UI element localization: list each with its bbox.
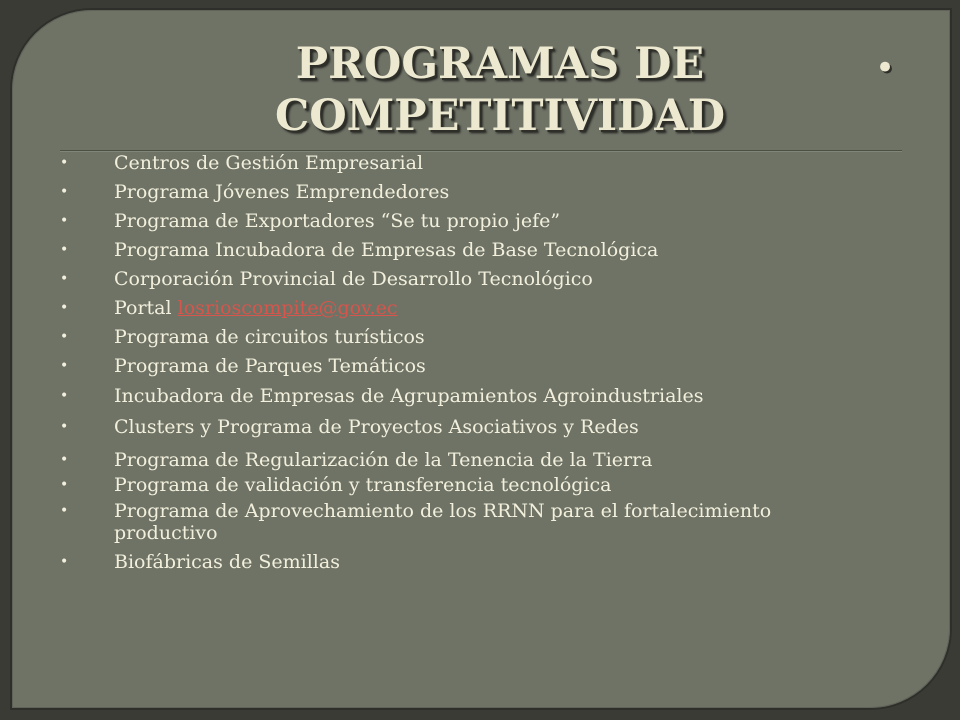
slide-title <box>220 38 780 142</box>
title-line-1: PROGRAMAS DE <box>295 39 705 89</box>
bullet-icon: • <box>60 554 69 570</box>
bullet-icon: • <box>60 358 69 374</box>
bullet-icon: • <box>60 452 69 468</box>
list-item-text: Programa de circuitos turísticos <box>114 326 425 348</box>
bullet-icon: • <box>60 155 69 171</box>
portal-email-link[interactable]: losrioscompite@gov.ec <box>177 297 398 319</box>
bullet-icon: • <box>60 329 69 345</box>
list-item-text: Programa de Parques Temáticos <box>114 355 426 377</box>
bullet-icon: • <box>60 419 69 435</box>
list-item-text: Programa Jóvenes Emprendedores <box>114 181 450 203</box>
bullet-icon: • <box>60 300 69 316</box>
list-item-text: Programa de validación y transferencia tecnológica <box>114 474 612 496</box>
portal-label: Portal <box>114 297 178 319</box>
list-item-text: Corporación Provincial de Desarrollo Tecnológico <box>114 268 593 290</box>
bullet-icon: • <box>60 271 69 287</box>
list-item-text <box>114 297 397 319</box>
list-item-text: Programa de Exportadores “Se tu propio jefe” <box>114 210 561 232</box>
list-item-text: Biofábricas de Semillas <box>114 551 340 573</box>
list-item-text: Centros de Gestión Empresarial <box>114 152 424 174</box>
list-item-text: Programa Incubadora de Empresas de Base Tecnológica <box>114 239 659 261</box>
list-item-text: Programa de Regularización de la Tenencia de la Tierra <box>114 449 653 471</box>
title-bullet-icon: • <box>875 48 896 88</box>
list-item-text: Incubadora de Empresas de Agrupamientos Agroindustriales <box>114 385 704 407</box>
bullet-icon: • <box>60 503 69 519</box>
bullet-icon: • <box>60 242 69 258</box>
bullet-icon: • <box>60 184 69 200</box>
list-item-text: Clusters y Programa de Proyectos Asociativos y Redes <box>114 416 639 438</box>
bullet-icon: • <box>60 477 69 493</box>
bullet-icon: • <box>60 213 69 229</box>
list-item-text: Programa de Aprovechamiento de los RRNN para el fortalecimiento productivo <box>114 500 772 544</box>
title-line-2: COMPETITIVIDAD <box>274 91 726 141</box>
bullet-icon: • <box>60 388 69 404</box>
